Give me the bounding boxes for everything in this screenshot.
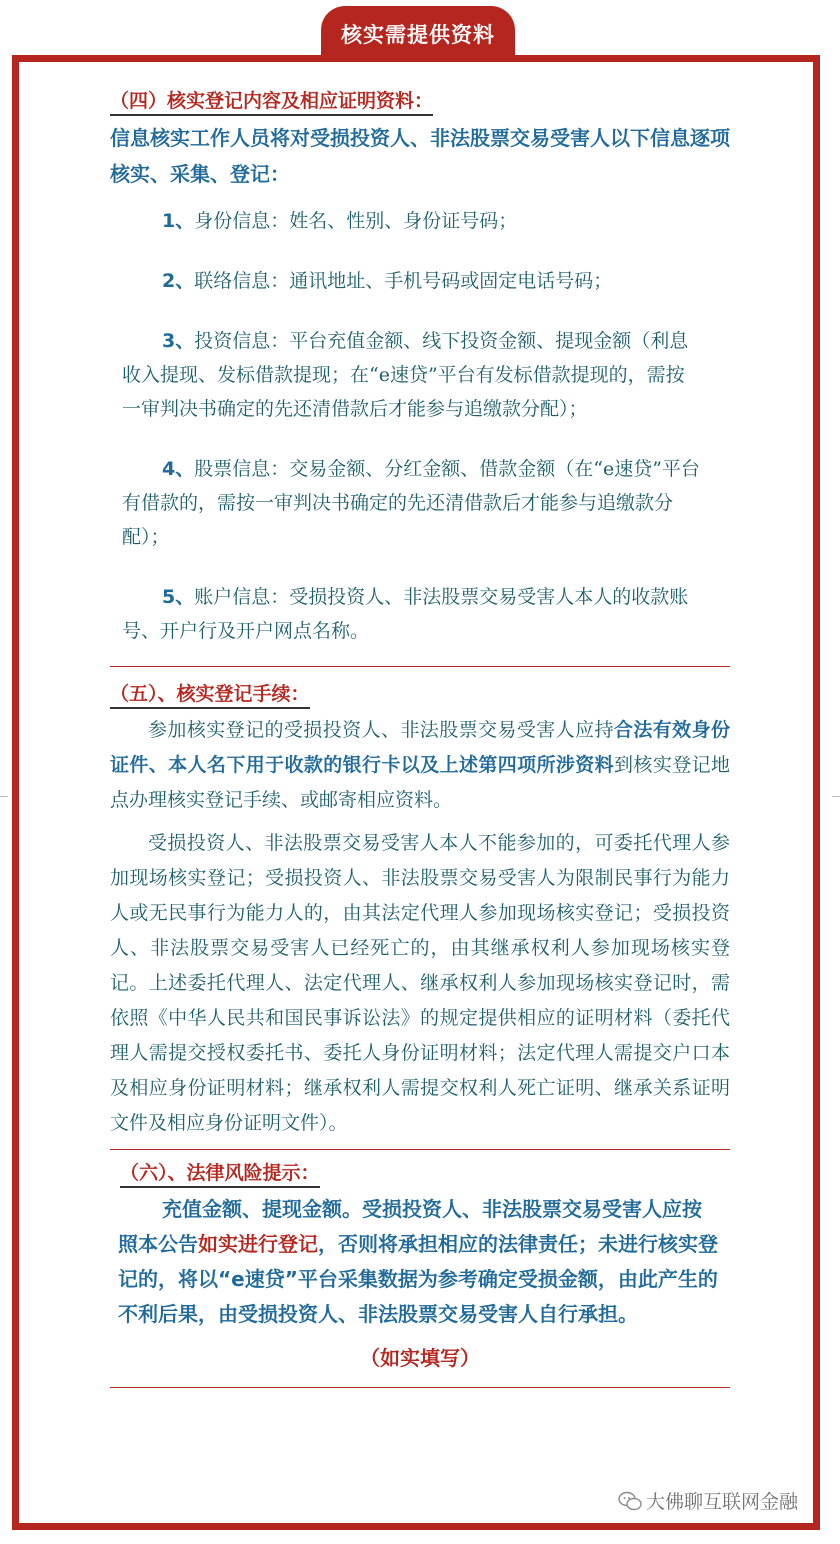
section-6-title: （六）、法律风险提示： [120, 1160, 320, 1188]
item-number: 1、 [162, 210, 195, 232]
item-text: 联络信息：通讯地址、手机号码或固定电话号码； [194, 270, 613, 292]
section-divider [110, 1149, 730, 1150]
item-number: 3、 [162, 330, 195, 352]
right-divider-tick [832, 796, 840, 797]
p1-text: 参加核实登记的受损投资人、非法股票交易受害人应持 [148, 719, 614, 741]
p1-text-end: 到核实登记地点办理核实登记手续、或邮寄相应资料。 [110, 754, 730, 811]
risk-emphasis: 如实进行登记 [198, 1232, 318, 1256]
risk-text-end: ，否则将承担相应的法律责任；未进行核实登记的，将以“e速贷”平台采集数据为参考确定受损金额，由此产生的不利后果，由受损投资人、非法股票交易受害人自行承担。 [118, 1232, 718, 1326]
section-6 [110, 1160, 730, 1371]
fill-truthfully-note: （如实填写） [360, 1346, 480, 1370]
list-item [122, 264, 730, 298]
section-5-title: （五）、核实登记手续： [110, 681, 310, 709]
list-item [122, 204, 730, 238]
section-4 [110, 88, 730, 648]
section-4-title: （四）核实登记内容及相应证明资料： [110, 88, 433, 116]
item-text: 股票信息：交易金额、分红金额、借款金额（在“e速贷”平台有借款的，需按一审判决书确定的先还清借款后才能参与追缴款分配）； [122, 458, 700, 548]
item-text: 账户信息：受损投资人、非法股票交易受害人本人的收款账号、开户行及开户网点名称。 [122, 586, 689, 642]
section-divider [110, 666, 730, 667]
item-text: 身份信息：姓名、性别、身份证号码； [194, 210, 518, 232]
watermark-text: 大佛聊互联网金融 [646, 1491, 799, 1513]
list-item [122, 324, 702, 426]
section-5-paragraph-1 [110, 713, 730, 818]
p1-required-docs: 合法有效身份证件、本人名下用于收款的银行卡以及上述第四项所涉资料 [110, 719, 730, 776]
section-5 [110, 681, 730, 1141]
main-content [110, 88, 730, 1388]
header-tab: 核实需提供资料 [321, 6, 515, 61]
section-4-lead: 信息核实工作人员将对受损投资人、非法股票交易受害人以下信息逐项核实、采集、登记： [110, 126, 730, 186]
info-list [110, 204, 730, 648]
section-5-paragraph-2: 受损投资人、非法股票交易受害人本人不能参加的，可委托代理人参加现场核实登记；受损投资人、非法股票交易受害人为限制民事行为能力人或无民事行为能力人的，由其法定代理人参加现场核实登记；受损投资人、非法股票交易受害人已经死亡的，由其继承权利人参加现场核实登记。上述委托代理人、法定代理人、继承权利人参加现场核实登记时，需依照《中华人民共和国民事诉讼法》的规定提供相应的证明材料（委托代理人需提交授权委托书、委托人身份证明材料；法定代理人需提交户口本及相应身份证明材料；继承权利人需提交权利人死亡证明、继承关系证明文件及相应身份证明文件）。 [110, 832, 730, 1134]
list-item [122, 580, 702, 648]
list-item [122, 452, 702, 554]
item-number: 2、 [162, 270, 195, 292]
item-number: 4、 [162, 458, 195, 480]
item-text: 投资信息：平台充值金额、线下投资金额、提现金额（利息收入提现、发标借款提现；在“e速贷”平台有发标借款提现的，需按一审判决书确定的先还清借款后才能参与追缴款分配）； [122, 330, 689, 420]
wechat-icon [618, 1490, 642, 1512]
section-6-paragraph [110, 1192, 718, 1332]
risk-text: 充值金额、提现金额。受损投资人、非法股票交易受害人应按照本公告 [118, 1197, 702, 1256]
section-divider [110, 1387, 730, 1388]
item-number: 5、 [162, 586, 195, 608]
left-divider-tick [0, 796, 8, 797]
